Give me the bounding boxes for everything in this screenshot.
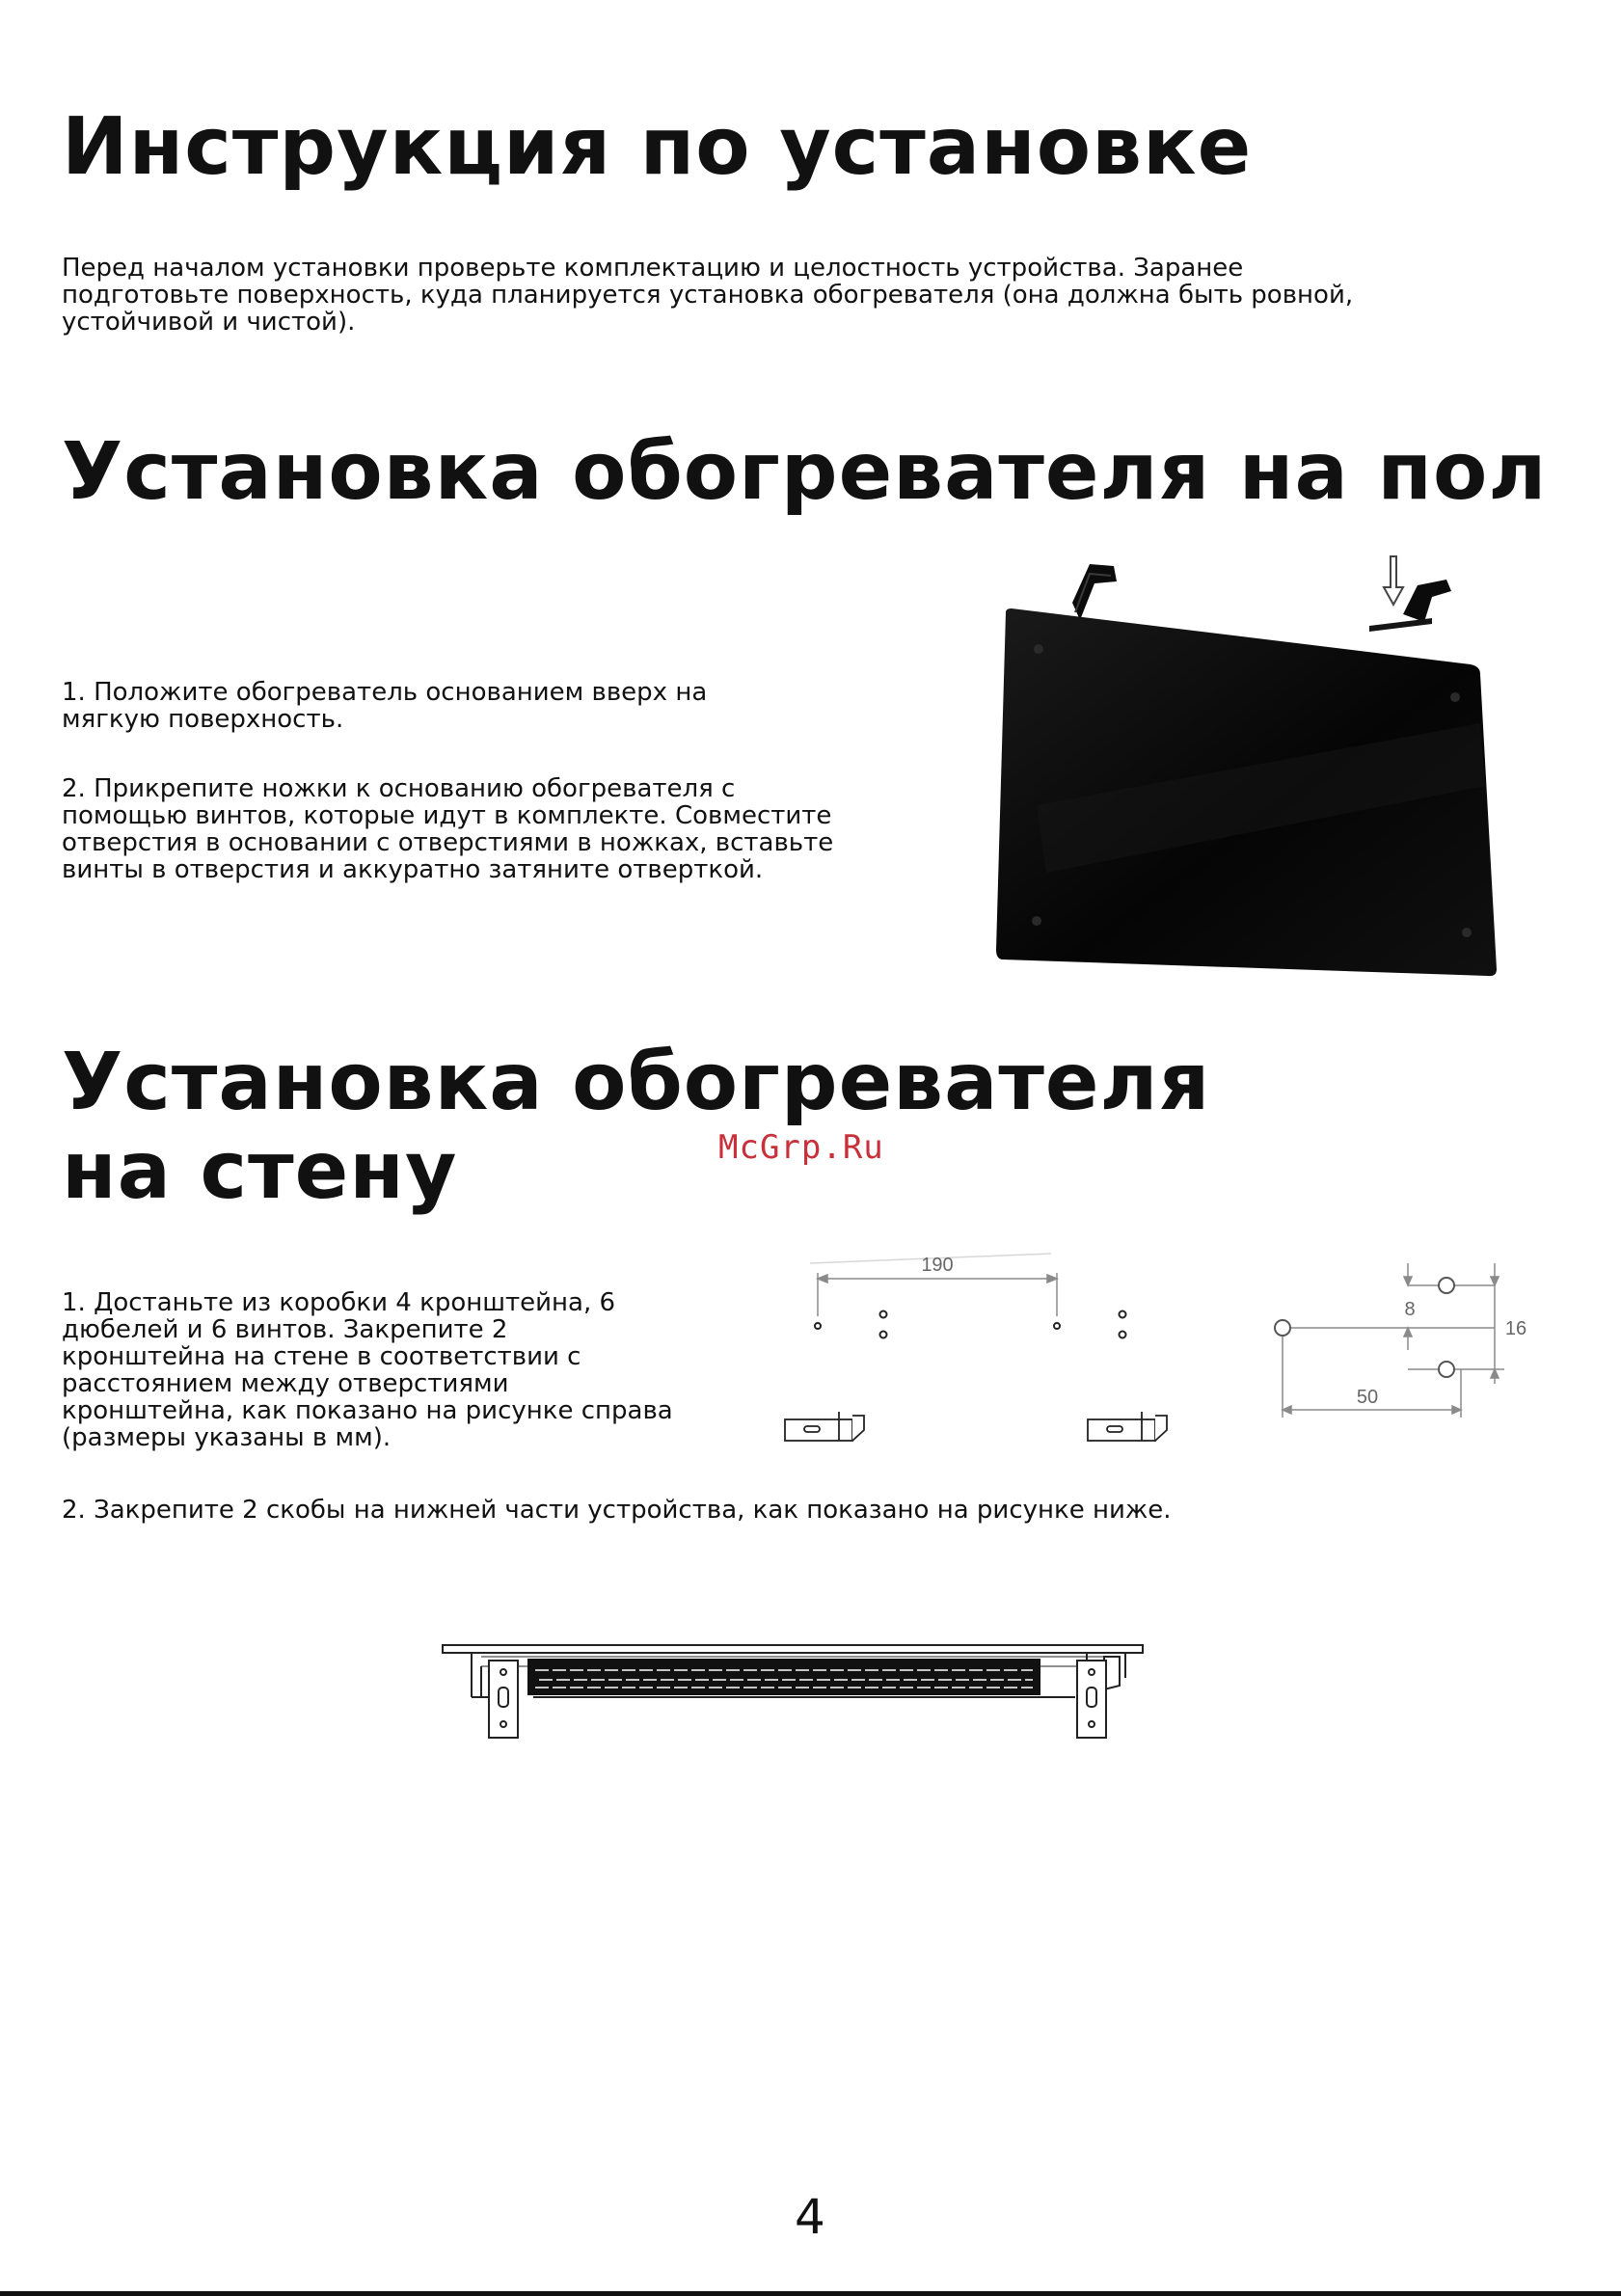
main-heading: Инструкция по установке [62, 101, 1253, 193]
step-text: (размеры указаны в мм). [62, 1423, 392, 1451]
wall-holes [815, 1311, 1126, 1338]
bracket-right-icon [1077, 1661, 1106, 1738]
dimension-vertical-total: 16 [1504, 1318, 1527, 1339]
heater-with-feet-illustration [979, 554, 1519, 979]
step-text: кронштейна, как показано на рисунке справа [62, 1396, 673, 1425]
bottom-rule [0, 2291, 1621, 2296]
step-text: расстоянием между отверстиями [62, 1369, 509, 1398]
heating-fins [527, 1659, 1040, 1695]
step-text: мягкую поверхность. [62, 705, 344, 734]
wall-step-1 [62, 1289, 737, 1451]
hole-offset-drawing [1254, 1254, 1553, 1427]
step-text: помощью винтов, которые идут в комплекте. Совместите [62, 801, 832, 830]
step-text: 2. Прикрепите ножки к основанию обогревателя с [62, 774, 736, 803]
wall-heading-line2: на стену [62, 1125, 458, 1217]
bracket-spacing-drawing [771, 1234, 1186, 1466]
intro-line: Перед началом установки проверьте комплектацию и целостность устройства. Заранее [62, 254, 1244, 283]
step-text: кронштейна на стене в соответствии с [62, 1342, 581, 1371]
wall-heading-line1: Установка обогревателя [62, 1037, 1211, 1128]
heater-bottom-brackets-drawing [439, 1632, 1148, 1747]
bracket-left-icon [785, 1412, 864, 1441]
left-foot-icon [1072, 564, 1117, 620]
floor-step-1 [62, 679, 707, 733]
intro-paragraph [62, 255, 1353, 336]
step-text: винты в отверстия и аккуратно затяните отверткой. [62, 855, 764, 884]
intro-line: устойчивой и чистой). [62, 308, 356, 337]
bracket-right-icon [1088, 1412, 1167, 1441]
intro-line: подготовьте поверхность, куда планируется установка обогревателя (она должна быть ровной, [62, 281, 1354, 310]
step-text: отверстия в основании с отверстиями в ножках, вставьте [62, 828, 834, 857]
page-number: 4 [795, 2189, 825, 2245]
dimension-horizontal-offset: 50 [1356, 1387, 1379, 1408]
dimension-vertical-offset: 8 [1404, 1299, 1416, 1320]
step-text: дюбелей и 6 винтов. Закрепите 2 [62, 1315, 508, 1344]
watermark: McGrp.Ru [718, 1128, 884, 1167]
floor-heading: Установка обогревателя на пол [62, 426, 1548, 518]
arrow-down-icon [1384, 556, 1403, 605]
bracket-left-icon [489, 1661, 518, 1738]
step-text: 1. Положите обогреватель основанием вверх на [62, 678, 708, 707]
floor-step-2 [62, 775, 833, 883]
right-foot-icon [1369, 580, 1451, 632]
dimension-spacing: 190 [921, 1255, 954, 1276]
step-text: 1. Достаньте из коробки 4 кронштейна, 6 [62, 1289, 616, 1317]
wall-step-2: 2. Закрепите 2 скобы на нижней части устройства, как показано на рисунке ниже. [62, 1496, 1172, 1525]
